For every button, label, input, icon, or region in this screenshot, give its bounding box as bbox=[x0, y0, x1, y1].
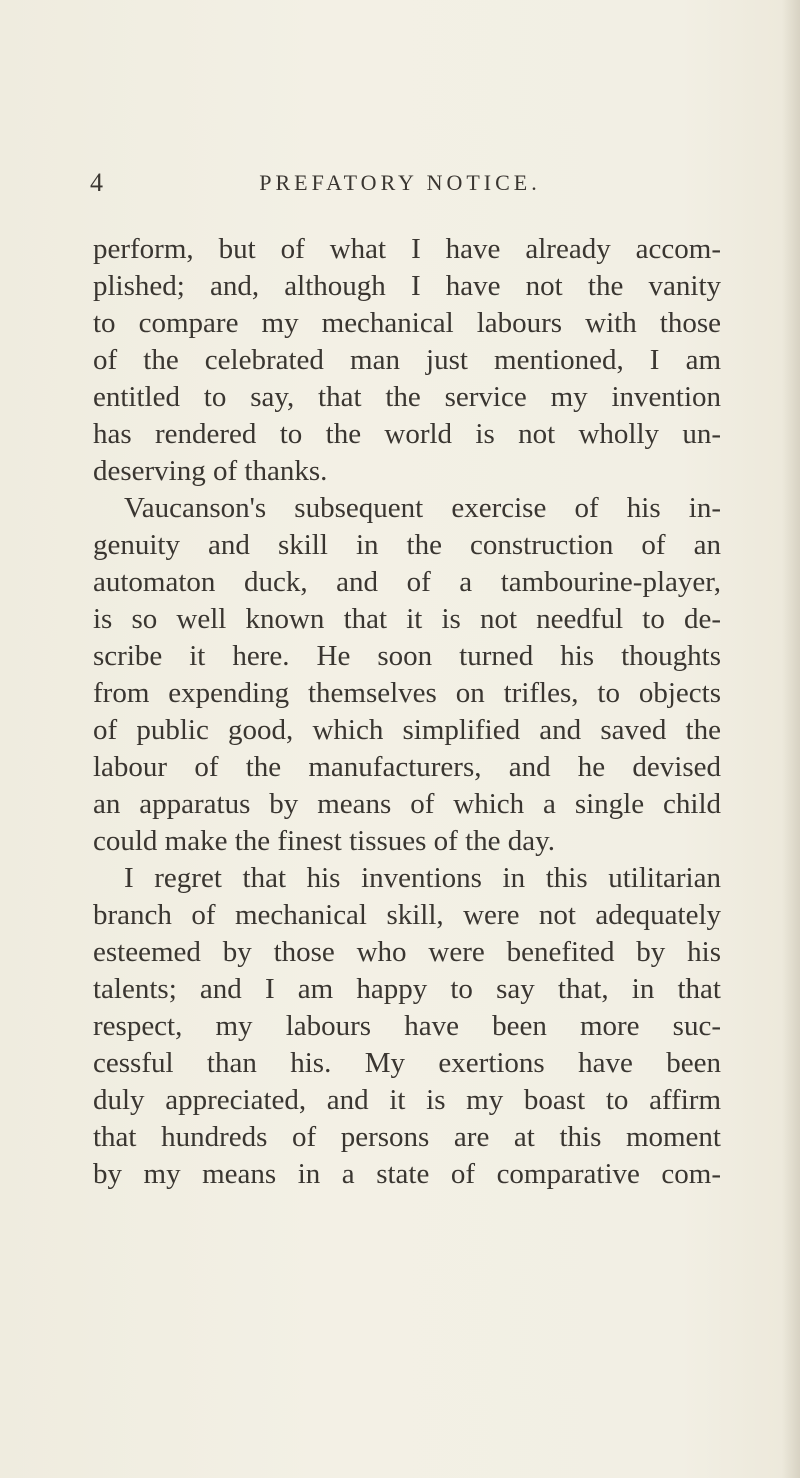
text-line: of the celebrated man just mentioned, I am bbox=[93, 344, 721, 376]
text-line: is so well known that it is not needful to de- bbox=[93, 603, 721, 635]
text-line: from expending themselves on trifles, to objects bbox=[93, 677, 721, 709]
text-line: talents; and I am happy to say that, in that bbox=[93, 973, 721, 1005]
text-line: to compare my mechanical labours with those bbox=[93, 307, 721, 339]
running-head-title: PREFATORY NOTICE. bbox=[259, 170, 541, 195]
text-line: perform, but of what I have already accom- bbox=[93, 233, 721, 265]
text-line: respect, my labours have been more suc- bbox=[93, 1010, 721, 1042]
text-line: deserving of thanks. bbox=[93, 455, 328, 487]
text-line: branch of mechanical skill, were not adequately bbox=[93, 899, 721, 931]
text-line: I regret that his inventions in this utilitarian bbox=[124, 862, 721, 894]
running-head bbox=[0, 160, 800, 200]
text-line: automaton duck, and of a tambourine-player, bbox=[93, 566, 721, 598]
text-line: Vaucanson's subsequent exercise of his in- bbox=[124, 492, 721, 524]
text-line: an apparatus by means of which a single child bbox=[93, 788, 721, 820]
text-line: by my means in a state of comparative com- bbox=[93, 1158, 721, 1190]
text-line: entitled to say, that the service my invention bbox=[93, 381, 721, 413]
text-line: of public good, which simplified and saved the bbox=[93, 714, 721, 746]
text-line: scribe it here. He soon turned his thoughts bbox=[93, 640, 721, 672]
text-line: has rendered to the world is not wholly un- bbox=[93, 418, 721, 450]
page-number: 4 bbox=[90, 168, 103, 197]
text-line: esteemed by those who were benefited by his bbox=[93, 936, 721, 968]
body-text bbox=[93, 231, 721, 1193]
text-line: duly appreciated, and it is my boast to affirm bbox=[93, 1084, 721, 1116]
text-line: genuity and skill in the construction of an bbox=[93, 529, 721, 561]
text-line: plished; and, although I have not the vanity bbox=[93, 270, 721, 302]
text-line: that hundreds of persons are at this moment bbox=[93, 1121, 721, 1153]
page-edge-shadow bbox=[782, 0, 800, 1478]
text-line: labour of the manufacturers, and he devised bbox=[93, 751, 721, 783]
text-line: cessful than his. My exertions have been bbox=[93, 1047, 721, 1079]
text-line: could make the finest tissues of the day. bbox=[93, 825, 556, 857]
